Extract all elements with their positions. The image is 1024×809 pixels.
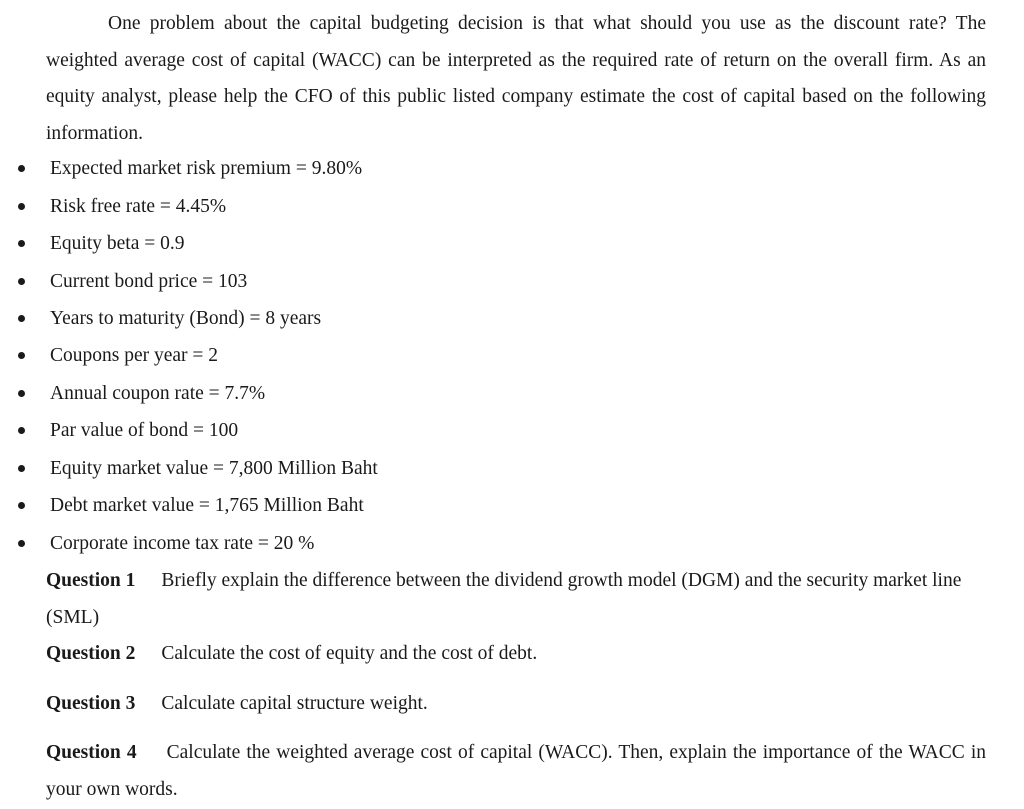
question-text: Briefly explain the difference between the dividend growth model (DGM) and the security market line (SML) — [46, 570, 962, 628]
question-label: Question 2 — [46, 643, 136, 664]
question-text: Calculate the weighted average cost of capital (WACC). Then, explain the importance of the WACC in your own words. — [46, 742, 987, 800]
bullet-icon — [18, 540, 25, 547]
bullet-icon — [18, 502, 25, 509]
bullet-icon — [18, 278, 25, 285]
question-label: Question 3 — [46, 693, 136, 714]
question-label: Question 4 — [46, 742, 137, 763]
question-4 — [46, 734, 986, 808]
bullet-icon — [18, 203, 25, 210]
bullet-icon — [18, 315, 25, 322]
question-text: Calculate the cost of equity and the cost of debt. — [161, 643, 538, 664]
question-label: Question 1 — [46, 570, 136, 591]
question-1 — [46, 562, 986, 636]
bullet-icon — [18, 165, 25, 172]
intro-paragraph: One problem about the capital budgeting decision is that what should you use as the discount rate? The weighted average cost of capital (WACC) can be interpreted as the required rate of return on the overall firm. As an equity analyst, please help the CFO of this public listed company estimate the cost of capital based on the following information. — [46, 13, 986, 144]
document-page: One problem about the capital budgeting decision is that what should you use as the discount rate? The weighted average cost of capital (WACC) can be interpreted as the required rate of return on the overall firm. As an equity analyst, please help the CFO of this public listed company estimate the cost of capital based on the following information. Expected market risk premium = 9.80% Risk free rate = 4.45% Equity beta = 0.9 Current bond price = 103 Years to maturity (Bond) = 8 years Coupons per year = 2 Annual coupon rate = 7.7% Par value of bond = 100 Equity market value = 7,800 Million Baht Debt market value = 1,765 Million Baht Corporate income tax rate = 20 % Question 1 Briefly explain the difference between the dividend growth model (DGM) and the security market line (SML) Question 2 Calculate the cost of equity and the cost of debt. Question 3 Calculate capital structure weight. Question 4 Calculate the weighted average cost of capital (WACC). Then, explain the importance of the WACC in your own words. — [0, 0, 1024, 809]
bullet-icon — [18, 352, 25, 359]
question-text: Calculate capital structure weight. — [161, 693, 428, 714]
question-3 — [46, 685, 986, 722]
bullet-icon — [18, 390, 25, 397]
bullet-icon — [18, 427, 25, 434]
question-2 — [46, 635, 986, 672]
bullet-icon — [18, 465, 25, 472]
bullet-icon — [18, 240, 25, 247]
